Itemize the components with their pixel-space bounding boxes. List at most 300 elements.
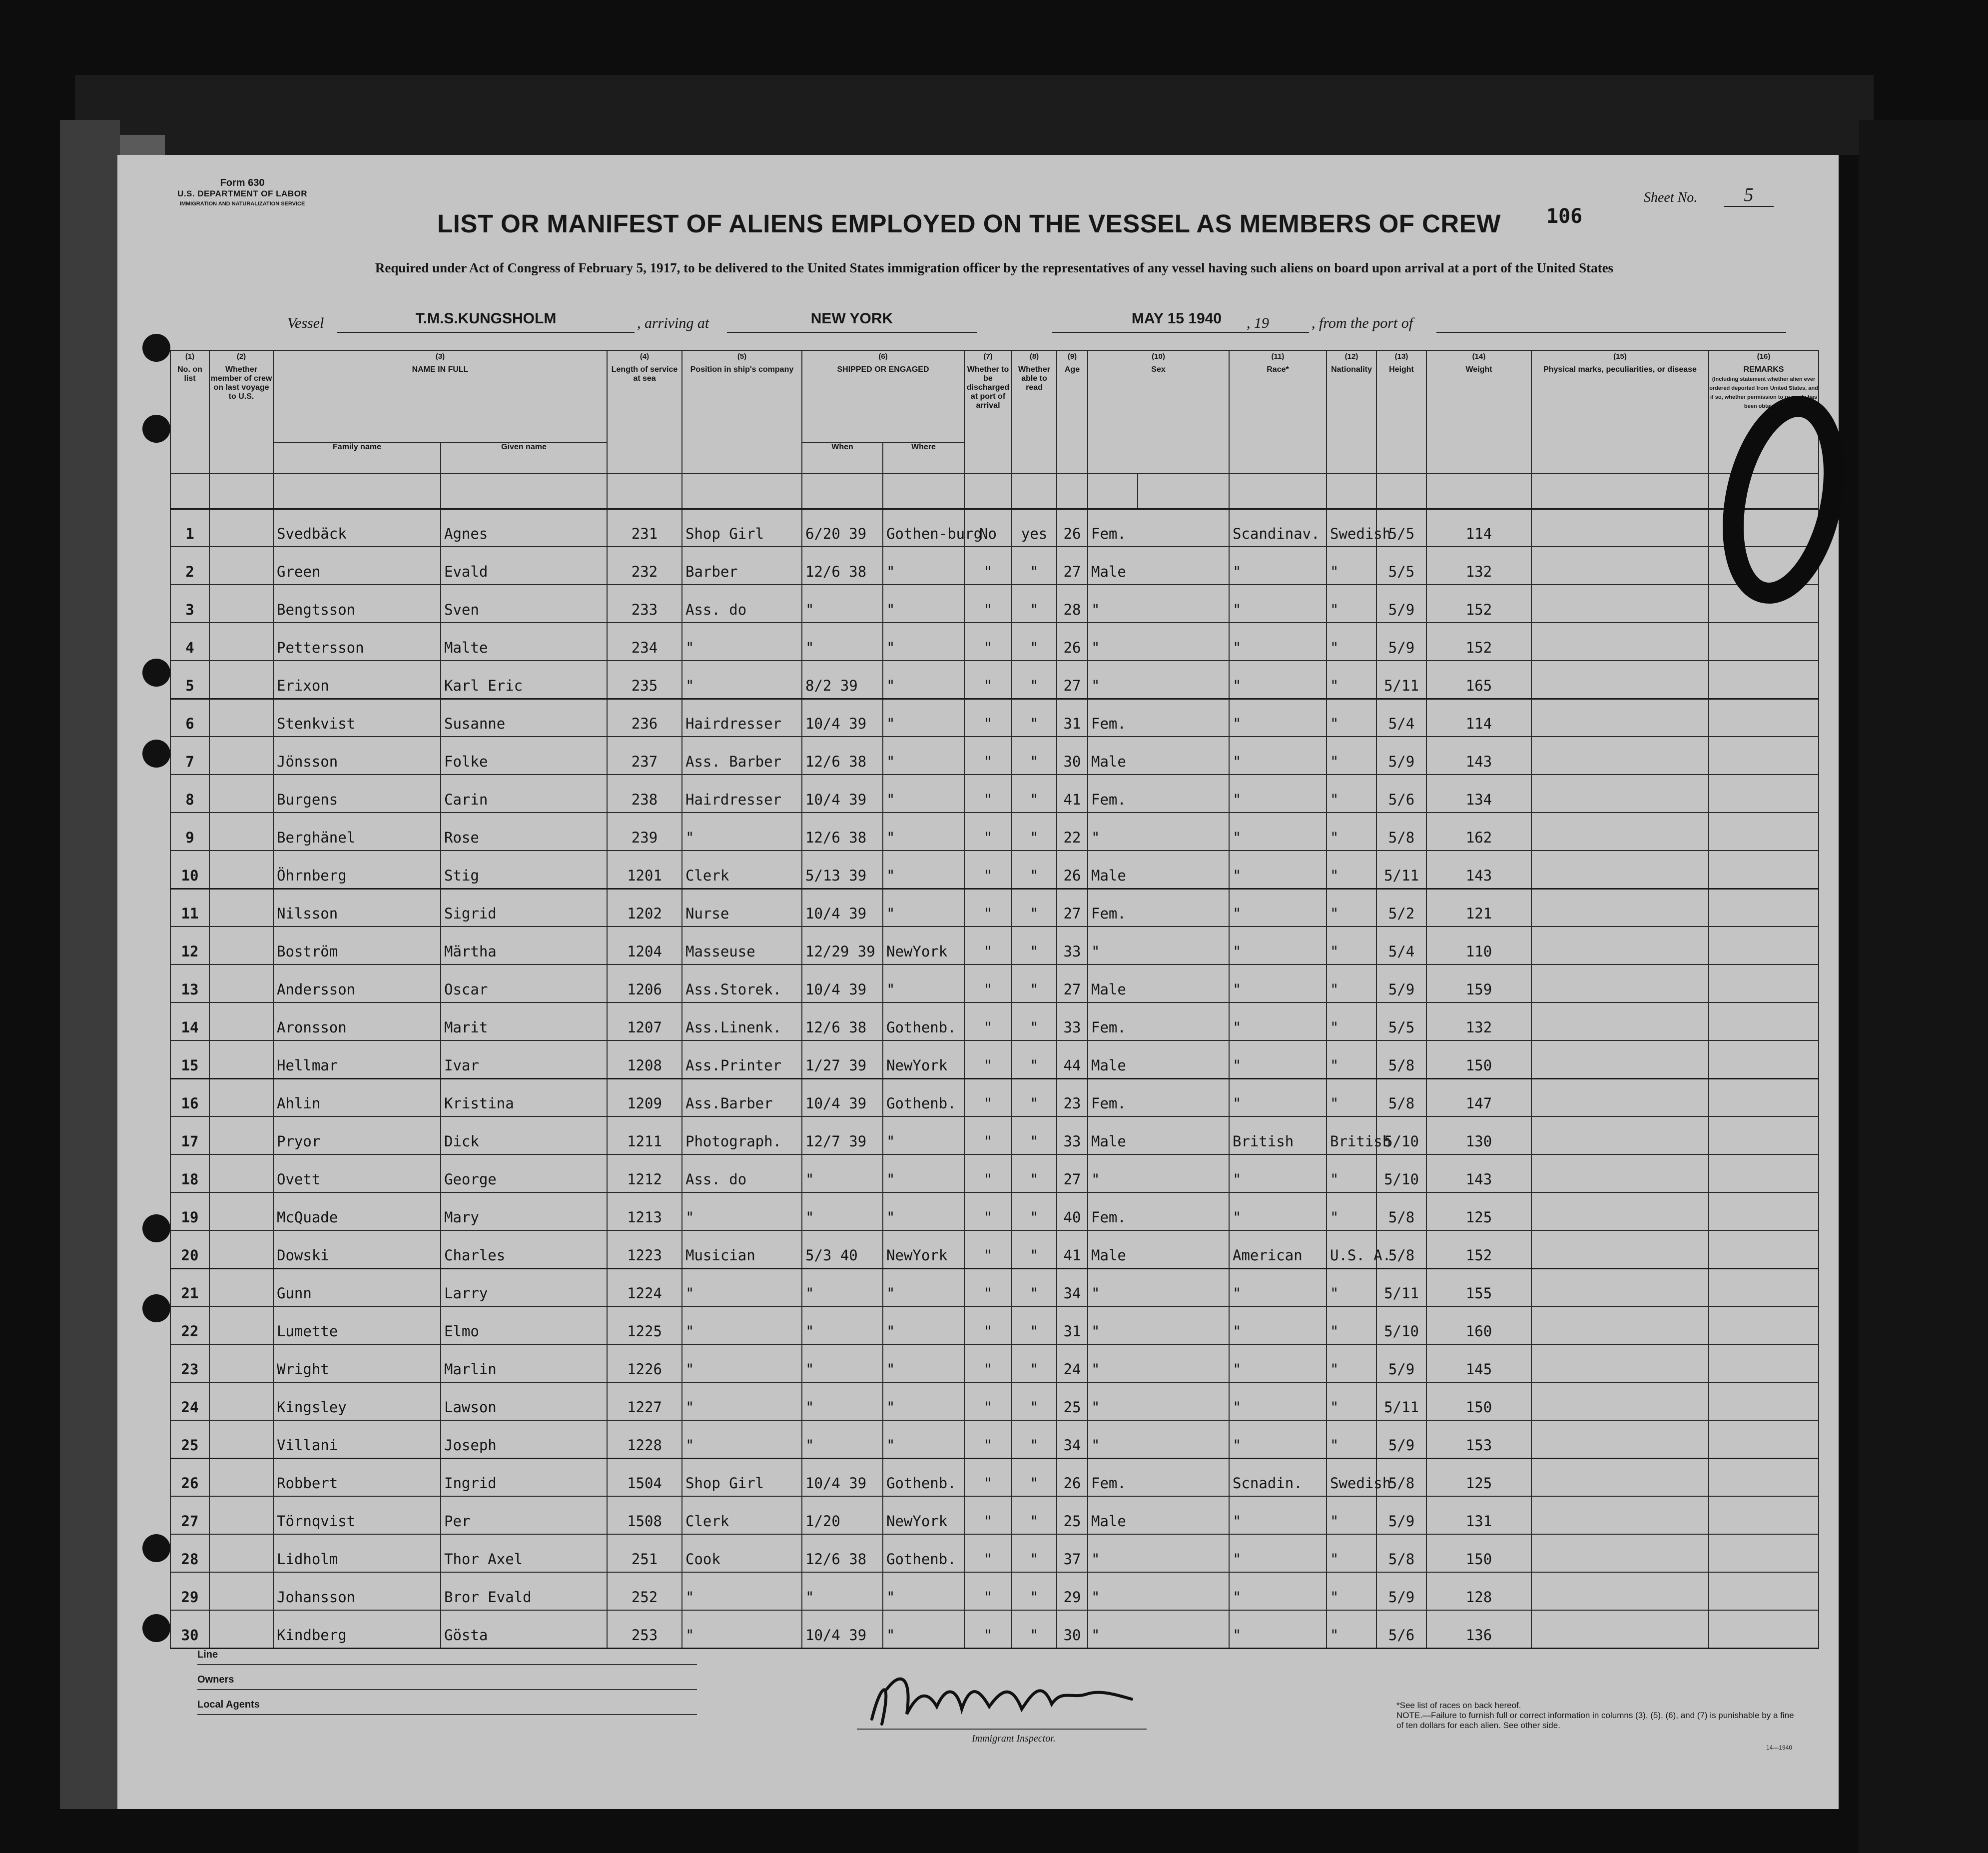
family-name: McQuade	[273, 1192, 441, 1230]
sex: "	[1088, 1306, 1229, 1344]
table-row	[170, 623, 1819, 661]
sex: Fem.	[1088, 1192, 1229, 1230]
remarks-cell	[1709, 623, 1819, 661]
sex: "	[1088, 1382, 1229, 1420]
vessel-name: T.M.S.KUNGSHOLM	[337, 310, 635, 333]
weight: 147	[1426, 1078, 1531, 1116]
discharged-at-arrival: "	[964, 1420, 1012, 1458]
discharged-at-arrival: "	[964, 1002, 1012, 1040]
height: 5/10	[1376, 1116, 1426, 1154]
last-voyage-cell	[209, 813, 273, 851]
position: Musician	[682, 1230, 802, 1268]
given-name: Ivar	[441, 1040, 607, 1078]
race: "	[1229, 1078, 1326, 1116]
table-row	[170, 851, 1819, 889]
length-of-service: 237	[607, 737, 682, 775]
footnote	[1396, 1701, 1796, 1731]
last-voyage-cell	[209, 547, 273, 585]
remarks-cell	[1709, 926, 1819, 964]
shipped-when: "	[802, 1192, 883, 1230]
given-name: Charles	[441, 1230, 607, 1268]
race: "	[1229, 1154, 1326, 1192]
age: 34	[1057, 1420, 1088, 1458]
sex: Fem.	[1088, 699, 1229, 737]
from-port-blank	[1436, 310, 1786, 333]
shipped-where: "	[883, 1306, 964, 1344]
age: 27	[1057, 661, 1088, 699]
physical-marks-cell	[1531, 1154, 1709, 1192]
given-name: Per	[441, 1496, 607, 1534]
physical-marks-cell	[1531, 1192, 1709, 1230]
remarks-cell	[1709, 1002, 1819, 1040]
manifest-footer	[197, 1649, 1796, 1799]
scan-edge-top	[75, 75, 1874, 155]
given-name: Folke	[441, 737, 607, 775]
weight: 152	[1426, 585, 1531, 623]
remarks-cell	[1709, 775, 1819, 813]
position: "	[682, 661, 802, 699]
remarks-cell	[1709, 1268, 1819, 1306]
age: 27	[1057, 889, 1088, 926]
handwritten-mark	[1709, 390, 1859, 610]
shipped-when: 12/29 39	[802, 926, 883, 964]
shipped-when: "	[802, 623, 883, 661]
height: 5/8	[1376, 1078, 1426, 1116]
physical-marks-cell	[1531, 1306, 1709, 1344]
height: 5/5	[1376, 547, 1426, 585]
shipped-where: "	[883, 775, 964, 813]
header-when: When	[802, 442, 883, 474]
physical-marks-cell	[1531, 547, 1709, 585]
last-voyage-cell	[209, 1610, 273, 1648]
nationality: "	[1326, 775, 1376, 813]
table-row	[170, 1230, 1819, 1268]
shipped-where: "	[883, 1116, 964, 1154]
shipped-where: NewYork	[883, 1230, 964, 1268]
nationality: U.S. A.	[1326, 1230, 1376, 1268]
remarks-cell	[1709, 1116, 1819, 1154]
weight: 136	[1426, 1610, 1531, 1648]
sex: "	[1088, 813, 1229, 851]
last-voyage-cell	[209, 964, 273, 1002]
age: 25	[1057, 1382, 1088, 1420]
from-port-label: , from the port of	[1312, 315, 1413, 331]
sex: "	[1088, 1268, 1229, 1306]
able-to-read: "	[1012, 964, 1057, 1002]
remarks-cell	[1709, 1572, 1819, 1610]
shipped-where: "	[883, 851, 964, 889]
length-of-service: 233	[607, 585, 682, 623]
sex: Male	[1088, 851, 1229, 889]
family-name: Andersson	[273, 964, 441, 1002]
shipped-when: 10/4 39	[802, 1078, 883, 1116]
shipped-where: NewYork	[883, 926, 964, 964]
header-position: (5) Position in ship's company	[682, 350, 802, 474]
age: 22	[1057, 813, 1088, 851]
shipped-where: Gothenb.	[883, 1002, 964, 1040]
given-name: Oscar	[441, 964, 607, 1002]
length-of-service: 234	[607, 623, 682, 661]
discharged-at-arrival: "	[964, 1458, 1012, 1496]
nationality: "	[1326, 813, 1376, 851]
shipped-where: Gothenb.	[883, 1458, 964, 1496]
table-row	[170, 1458, 1819, 1496]
sex: Fem.	[1088, 775, 1229, 813]
height: 5/9	[1376, 964, 1426, 1002]
remarks-cell	[1709, 1610, 1819, 1648]
shipped-where: Gothen-burg	[883, 509, 964, 547]
binder-hole	[142, 1614, 170, 1642]
weight: 114	[1426, 699, 1531, 737]
age: 28	[1057, 585, 1088, 623]
last-voyage-cell	[209, 775, 273, 813]
row-number: 11	[170, 889, 209, 926]
race: "	[1229, 1192, 1326, 1230]
remarks-cell	[1709, 1458, 1819, 1496]
sex: Male	[1088, 964, 1229, 1002]
weight: 128	[1426, 1572, 1531, 1610]
shipped-when: 10/4 39	[802, 1458, 883, 1496]
discharged-at-arrival: "	[964, 1154, 1012, 1192]
position: "	[682, 1420, 802, 1458]
sex: "	[1088, 1154, 1229, 1192]
row-number: 25	[170, 1420, 209, 1458]
last-voyage-cell	[209, 1230, 273, 1268]
family-name: Jönsson	[273, 737, 441, 775]
local-agents-label: Local Agents	[197, 1699, 260, 1710]
race: "	[1229, 889, 1326, 926]
able-to-read: "	[1012, 1306, 1057, 1344]
header-sex: (10) Sex	[1088, 350, 1229, 474]
given-name: Joseph	[441, 1420, 607, 1458]
row-number: 8	[170, 775, 209, 813]
footnote-races: *See list of races on back hereof.	[1396, 1701, 1521, 1710]
shipped-when: "	[802, 585, 883, 623]
remarks-cell	[1709, 1192, 1819, 1230]
height: 5/5	[1376, 1002, 1426, 1040]
family-name: Pryor	[273, 1116, 441, 1154]
given-name: Marlin	[441, 1344, 607, 1382]
table-row	[170, 813, 1819, 851]
shipped-where: "	[883, 699, 964, 737]
nationality: "	[1326, 737, 1376, 775]
position: Hairdresser	[682, 775, 802, 813]
race: "	[1229, 1534, 1326, 1572]
table-row	[170, 1496, 1819, 1534]
height: 5/2	[1376, 889, 1426, 926]
shipped-when: 6/20 39	[802, 509, 883, 547]
height: 5/8	[1376, 1230, 1426, 1268]
shipped-when: 12/7 39	[802, 1116, 883, 1154]
discharged-at-arrival: "	[964, 775, 1012, 813]
weight: 143	[1426, 1154, 1531, 1192]
given-name: Carin	[441, 775, 607, 813]
family-name: Nilsson	[273, 889, 441, 926]
shipped-when: "	[802, 1154, 883, 1192]
nationality: "	[1326, 926, 1376, 964]
family-name: Svedbäck	[273, 509, 441, 547]
shipped-when: 12/6 38	[802, 813, 883, 851]
row-number: 1	[170, 509, 209, 547]
family-name: Wright	[273, 1344, 441, 1382]
given-name: Sigrid	[441, 889, 607, 926]
table-row	[170, 1306, 1819, 1344]
position: Cook	[682, 1534, 802, 1572]
age: 33	[1057, 1002, 1088, 1040]
length-of-service: 231	[607, 509, 682, 547]
physical-marks-cell	[1531, 1496, 1709, 1534]
race: "	[1229, 1382, 1326, 1420]
family-name: Hellmar	[273, 1040, 441, 1078]
sex: Male	[1088, 1040, 1229, 1078]
remarks-cell	[1709, 1420, 1819, 1458]
length-of-service: 1208	[607, 1040, 682, 1078]
physical-marks-cell	[1531, 964, 1709, 1002]
position: Clerk	[682, 851, 802, 889]
last-voyage-cell	[209, 1002, 273, 1040]
physical-marks-cell	[1531, 1344, 1709, 1382]
last-voyage-cell	[209, 926, 273, 964]
nationality: "	[1326, 1192, 1376, 1230]
length-of-service: 252	[607, 1572, 682, 1610]
crew-manifest-table	[170, 350, 1819, 1649]
shipped-where: NewYork	[883, 1040, 964, 1078]
nationality: "	[1326, 1534, 1376, 1572]
age: 41	[1057, 775, 1088, 813]
age: 44	[1057, 1040, 1088, 1078]
local-agents-field	[197, 1699, 697, 1715]
sex: "	[1088, 1344, 1229, 1382]
weight: 152	[1426, 1230, 1531, 1268]
binder-hole	[142, 659, 170, 687]
race: "	[1229, 1002, 1326, 1040]
age: 26	[1057, 623, 1088, 661]
shipped-when: 10/4 39	[802, 699, 883, 737]
nationality: "	[1326, 1420, 1376, 1458]
family-name: Öhrnberg	[273, 851, 441, 889]
race: "	[1229, 623, 1326, 661]
position: "	[682, 1306, 802, 1344]
age: 40	[1057, 1192, 1088, 1230]
sex: Fem.	[1088, 1002, 1229, 1040]
shipped-when: "	[802, 1268, 883, 1306]
given-name: Dick	[441, 1116, 607, 1154]
length-of-service: 253	[607, 1610, 682, 1648]
height: 5/11	[1376, 1268, 1426, 1306]
length-of-service: 1204	[607, 926, 682, 964]
row-number: 26	[170, 1458, 209, 1496]
last-voyage-cell	[209, 1382, 273, 1420]
table-row	[170, 1382, 1819, 1420]
physical-marks-cell	[1531, 509, 1709, 547]
shipped-where: "	[883, 1154, 964, 1192]
length-of-service: 1224	[607, 1268, 682, 1306]
physical-marks-cell	[1531, 1268, 1709, 1306]
remarks-cell	[1709, 1154, 1819, 1192]
shipped-where: "	[883, 737, 964, 775]
race: Scnadin.	[1229, 1458, 1326, 1496]
length-of-service: 1207	[607, 1002, 682, 1040]
age: 41	[1057, 1230, 1088, 1268]
sex: "	[1088, 1610, 1229, 1648]
shipped-where: "	[883, 1268, 964, 1306]
height: 5/10	[1376, 1154, 1426, 1192]
position: "	[682, 1382, 802, 1420]
position: Nurse	[682, 889, 802, 926]
given-name: Larry	[441, 1268, 607, 1306]
able-to-read: "	[1012, 1192, 1057, 1230]
race: "	[1229, 585, 1326, 623]
race: "	[1229, 1420, 1326, 1458]
row-number: 14	[170, 1002, 209, 1040]
binder-strip	[60, 120, 120, 1809]
able-to-read: "	[1012, 1382, 1057, 1420]
discharged-at-arrival: "	[964, 889, 1012, 926]
height: 5/11	[1376, 1382, 1426, 1420]
shipped-where: "	[883, 623, 964, 661]
weight: 134	[1426, 775, 1531, 813]
sex: "	[1088, 661, 1229, 699]
weight: 125	[1426, 1458, 1531, 1496]
family-name: Kingsley	[273, 1382, 441, 1420]
weight: 165	[1426, 661, 1531, 699]
remarks-cell	[1709, 1040, 1819, 1078]
able-to-read: "	[1012, 1458, 1057, 1496]
race: "	[1229, 1040, 1326, 1078]
weight: 143	[1426, 737, 1531, 775]
age: 33	[1057, 926, 1088, 964]
sex: Male	[1088, 737, 1229, 775]
race: American	[1229, 1230, 1326, 1268]
age: 31	[1057, 699, 1088, 737]
remarks-cell	[1709, 889, 1819, 926]
binder-hole	[142, 740, 170, 768]
age: 25	[1057, 1496, 1088, 1534]
line-field	[197, 1649, 697, 1665]
owners-label: Owners	[197, 1674, 234, 1685]
position: "	[682, 623, 802, 661]
shipped-when: 10/4 39	[802, 775, 883, 813]
given-name: Sven	[441, 585, 607, 623]
position: Shop Girl	[682, 509, 802, 547]
table-row	[170, 1040, 1819, 1078]
weight: 150	[1426, 1040, 1531, 1078]
sex: "	[1088, 585, 1229, 623]
last-voyage-cell	[209, 1534, 273, 1572]
given-name: Susanne	[441, 699, 607, 737]
inspector-label: Immigrant Inspector.	[972, 1733, 1056, 1744]
family-name: Gunn	[273, 1268, 441, 1306]
table-row	[170, 1268, 1819, 1306]
able-to-read: "	[1012, 1610, 1057, 1648]
shipped-when: 12/6 38	[802, 547, 883, 585]
family-name: Boström	[273, 926, 441, 964]
table-row	[170, 1420, 1819, 1458]
shipped-where: "	[883, 547, 964, 585]
height: 5/8	[1376, 1458, 1426, 1496]
given-name: Ingrid	[441, 1458, 607, 1496]
last-voyage-cell	[209, 1078, 273, 1116]
race: "	[1229, 775, 1326, 813]
given-name: Agnes	[441, 509, 607, 547]
row-number: 7	[170, 737, 209, 775]
family-name: Ovett	[273, 1154, 441, 1192]
given-name: George	[441, 1154, 607, 1192]
last-voyage-cell	[209, 1572, 273, 1610]
family-name: Robbert	[273, 1458, 441, 1496]
able-to-read: "	[1012, 1496, 1057, 1534]
position: Ass. do	[682, 585, 802, 623]
race: "	[1229, 1610, 1326, 1648]
able-to-read: "	[1012, 889, 1057, 926]
height: 5/9	[1376, 585, 1426, 623]
discharged-at-arrival: "	[964, 585, 1012, 623]
able-to-read: "	[1012, 1040, 1057, 1078]
position: Ass. Barber	[682, 737, 802, 775]
family-name: Ahlin	[273, 1078, 441, 1116]
physical-marks-cell	[1531, 889, 1709, 926]
shipped-when: "	[802, 1572, 883, 1610]
family-name: Lidholm	[273, 1534, 441, 1572]
race: "	[1229, 926, 1326, 964]
physical-marks-cell	[1531, 1382, 1709, 1420]
discharged-at-arrival: "	[964, 1382, 1012, 1420]
header-where: Where	[883, 442, 964, 474]
table-row	[170, 1572, 1819, 1610]
able-to-read: "	[1012, 1534, 1057, 1572]
row-number: 18	[170, 1154, 209, 1192]
length-of-service: 239	[607, 813, 682, 851]
weight: 145	[1426, 1344, 1531, 1382]
shipped-where: "	[883, 1382, 964, 1420]
nationality: "	[1326, 699, 1376, 737]
weight: 114	[1426, 509, 1531, 547]
able-to-read: "	[1012, 661, 1057, 699]
age: 27	[1057, 1154, 1088, 1192]
family-name: Stenkvist	[273, 699, 441, 737]
nationality: "	[1326, 547, 1376, 585]
weight: 152	[1426, 623, 1531, 661]
length-of-service: 1228	[607, 1420, 682, 1458]
given-name: Mary	[441, 1192, 607, 1230]
weight: 160	[1426, 1306, 1531, 1344]
given-name: Malte	[441, 623, 607, 661]
nationality: "	[1326, 1040, 1376, 1078]
weight: 130	[1426, 1116, 1531, 1154]
height: 5/4	[1376, 699, 1426, 737]
row-number: 17	[170, 1116, 209, 1154]
race: "	[1229, 851, 1326, 889]
family-name: Aronsson	[273, 1002, 441, 1040]
race: "	[1229, 547, 1326, 585]
length-of-service: 1209	[607, 1078, 682, 1116]
table-row	[170, 1002, 1819, 1040]
height: 5/8	[1376, 1534, 1426, 1572]
race: "	[1229, 1268, 1326, 1306]
page-subtitle: Required under Act of Congress of February 5, 1917, to be delivered to the United States immigration officer by the representatives of any vessel having such aliens on board upon arrival at a port of the United States	[375, 260, 1614, 275]
given-name: Bror Evald	[441, 1572, 607, 1610]
position: "	[682, 813, 802, 851]
header-nationality: (12) Nationality	[1326, 350, 1376, 474]
row-number: 13	[170, 964, 209, 1002]
position: Hairdresser	[682, 699, 802, 737]
nationality: "	[1326, 1154, 1376, 1192]
table-row	[170, 1344, 1819, 1382]
shipped-where: Gothenb.	[883, 1534, 964, 1572]
height: 5/9	[1376, 1420, 1426, 1458]
discharged-at-arrival: "	[964, 1496, 1012, 1534]
length-of-service: 1225	[607, 1306, 682, 1344]
